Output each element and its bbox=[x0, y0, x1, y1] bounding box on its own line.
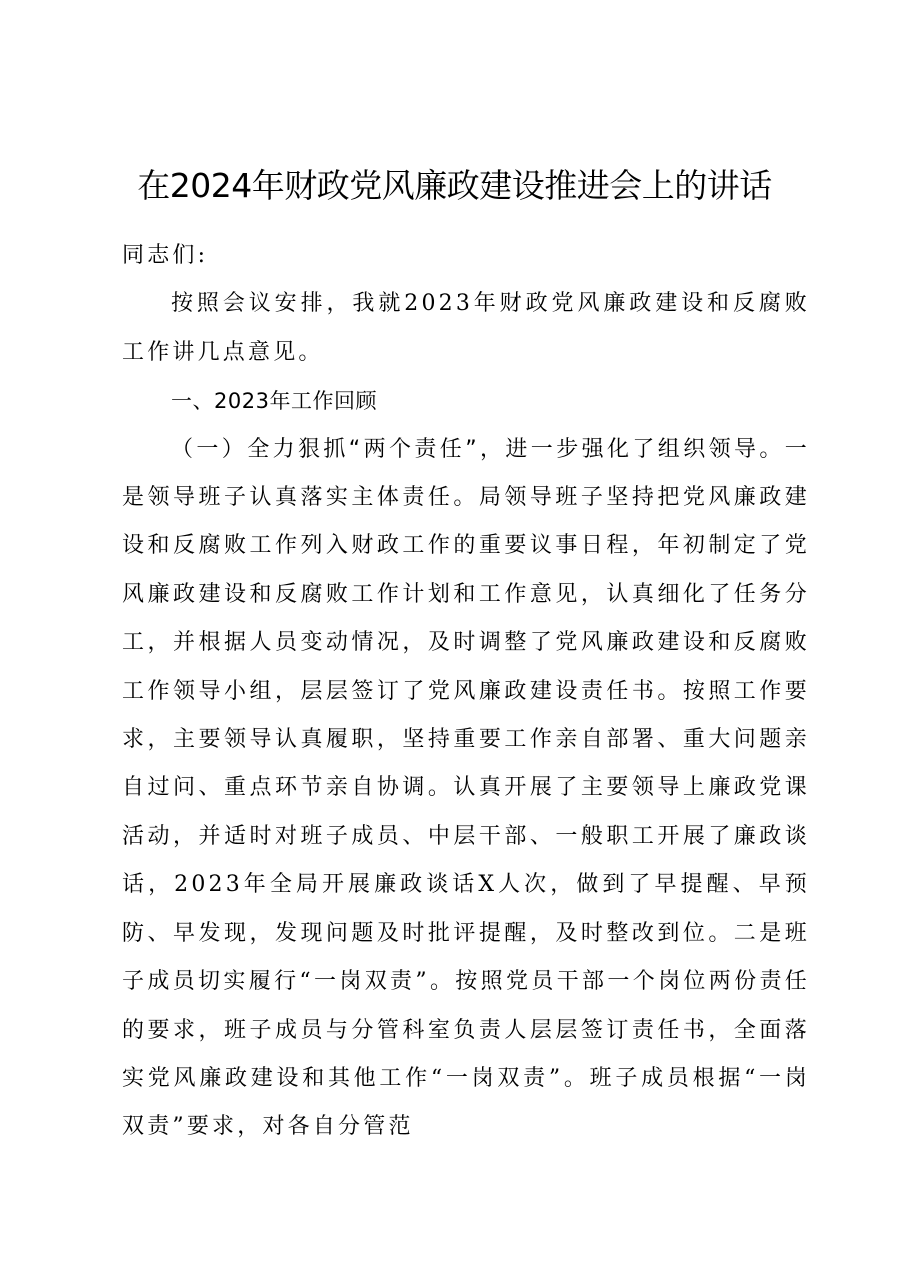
section-heading: 一、2023年工作回顾 bbox=[171, 389, 377, 414]
subsection-paragraph bbox=[122, 426, 810, 1152]
intro-paragraph: 按照会议安排，我就2023年财政党风廉政建设和反腐败工作讲几点意见。 bbox=[122, 291, 810, 365]
salutation: 同志们: bbox=[122, 243, 209, 268]
document-title: 在2024年财政党风廉政建设推进会上的讲话 bbox=[137, 166, 772, 205]
subsection-body: 一是领导班子认真落实主体责任。局领导班子坚持把党风廉政建设和反腐败工作列入财政工作的重要议事日程，年初制定了党风廉政建设和反腐败工作计划和工作意见，认真细化了任务分工，并根据人员变动情况，及时调整了党风廉政建设和反腐败工作领导小组，层层签订了党风廉政建设责任书。按照工作要求，主要领导认真履职，坚持重要工作亲自部署、重大问题亲自过问、重点环节亲自协调。认真开展了主要领导上廉政党课活动，并适时对班子成员、中层干部、一般职工开展了廉政谈话，2023年全局开展廉政谈话X人次，做到了早提醒、早预防、早发现，发现问题及时批评提醒，及时整改到位。二是班子成员切实履行“一岗双责”。按照党员干部一个岗位两份责任的要求，班子成员与分管科室负责人层层签订责任书，全面落实党风廉政建设和其他工作“一岗双责”。班子成员根据“一岗双责”要求，对各自分管范 bbox=[122, 436, 810, 1140]
document-body bbox=[122, 232, 810, 1152]
subsection-lead: （一）全力狠抓“两个责任”，进一步强化了组织领导。 bbox=[171, 436, 785, 462]
